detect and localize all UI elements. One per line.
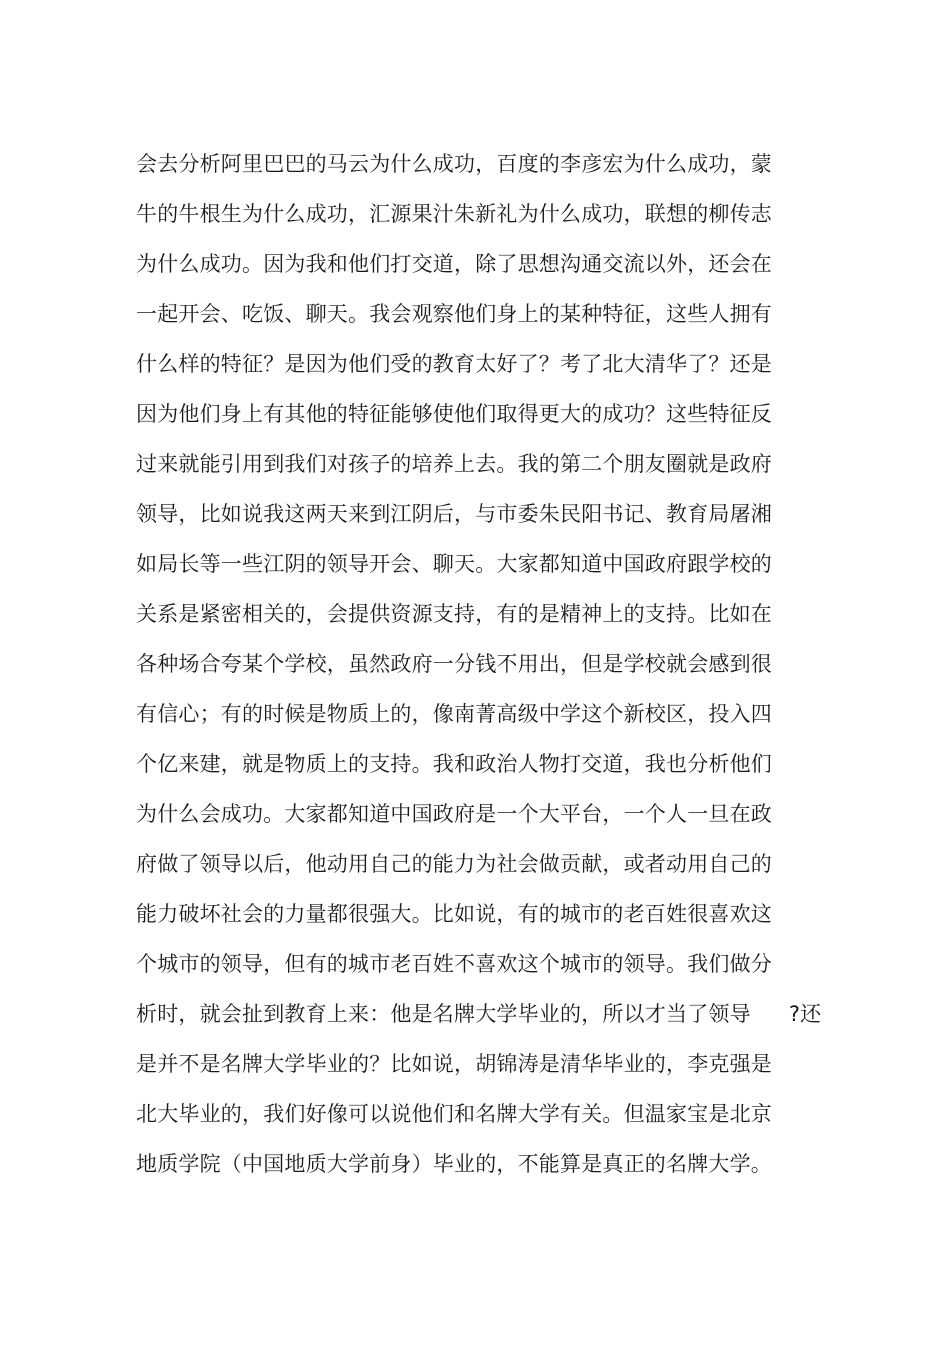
text-line: 是并不是名牌大学毕业的？比如说，胡锦涛是清华毕业的，李克强是 — [136, 1052, 772, 1076]
text-line: 个城市的领导，但有的城市老百姓不喜欢这个城市的领导。我们做分 — [136, 952, 772, 976]
text-line: 能力破坏社会的力量都很强大。比如说，有的城市的老百姓很喜欢这 — [136, 902, 772, 926]
text-line: 如局长等一些江阴的领导开会、聊天。大家都知道中国政府跟学校的 — [136, 552, 772, 576]
body-paragraph — [136, 146, 836, 1196]
text-line: 北大毕业的，我们好像可以说他们和名牌大学有关。但温家宝是北京 — [136, 1102, 772, 1126]
text-line: 过来就能引用到我们对孩子的培养上去。我的第二个朋友圈就是政府 — [136, 452, 772, 476]
text-line-left: 析时，就会扯到教育上来：他是名牌大学毕业的，所以才当了领导 — [136, 1002, 751, 1026]
text-line: 有信心；有的时候是物质上的，像南菁高级中学这个新校区，投入四 — [136, 702, 772, 726]
text-line: 什么样的特征？是因为他们受的教育太好了？考了北大清华了？还是 — [136, 352, 772, 376]
text-line: 一起开会、吃饭、聊天。我会观察他们身上的某种特征，这些人拥有 — [136, 302, 772, 326]
text-line: 各种场合夸某个学校，虽然政府一分钱不用出，但是学校就会感到很 — [136, 652, 772, 676]
text-line: 为什么成功。因为我和他们打交道，除了思想沟通交流以外，还会在 — [136, 252, 772, 276]
text-line: 因为他们身上有其他的特征能够使他们取得更大的成功？这些特征反 — [136, 402, 772, 426]
text-line: 府做了领导以后，他动用自己的能力为社会做贡献，或者动用自己的 — [136, 852, 772, 876]
text-line: 为什么会成功。大家都知道中国政府是一个大平台，一个人一旦在政 — [136, 802, 772, 826]
text-line: 地质学院（中国地质大学前身）毕业的，不能算是真正的名牌大学。 — [136, 1152, 772, 1176]
text-line: 会去分析阿里巴巴的马云为什么成功，百度的李彦宏为什么成功，蒙 — [136, 152, 772, 176]
text-line-split — [136, 996, 836, 1046]
text-line: 领导，比如说我这两天来到江阴后，与市委朱民阳书记、教育局屠湘 — [136, 502, 772, 526]
text-line: 关系是紧密相关的，会提供资源支持，有的是精神上的支持。比如在 — [136, 602, 772, 626]
text-line-right: ?还 — [788, 1002, 822, 1026]
text-line: 牛的牛根生为什么成功，汇源果汁朱新礼为什么成功，联想的柳传志 — [136, 202, 772, 226]
text-line: 个亿来建，就是物质上的支持。我和政治人物打交道，我也分析他们 — [136, 752, 772, 776]
